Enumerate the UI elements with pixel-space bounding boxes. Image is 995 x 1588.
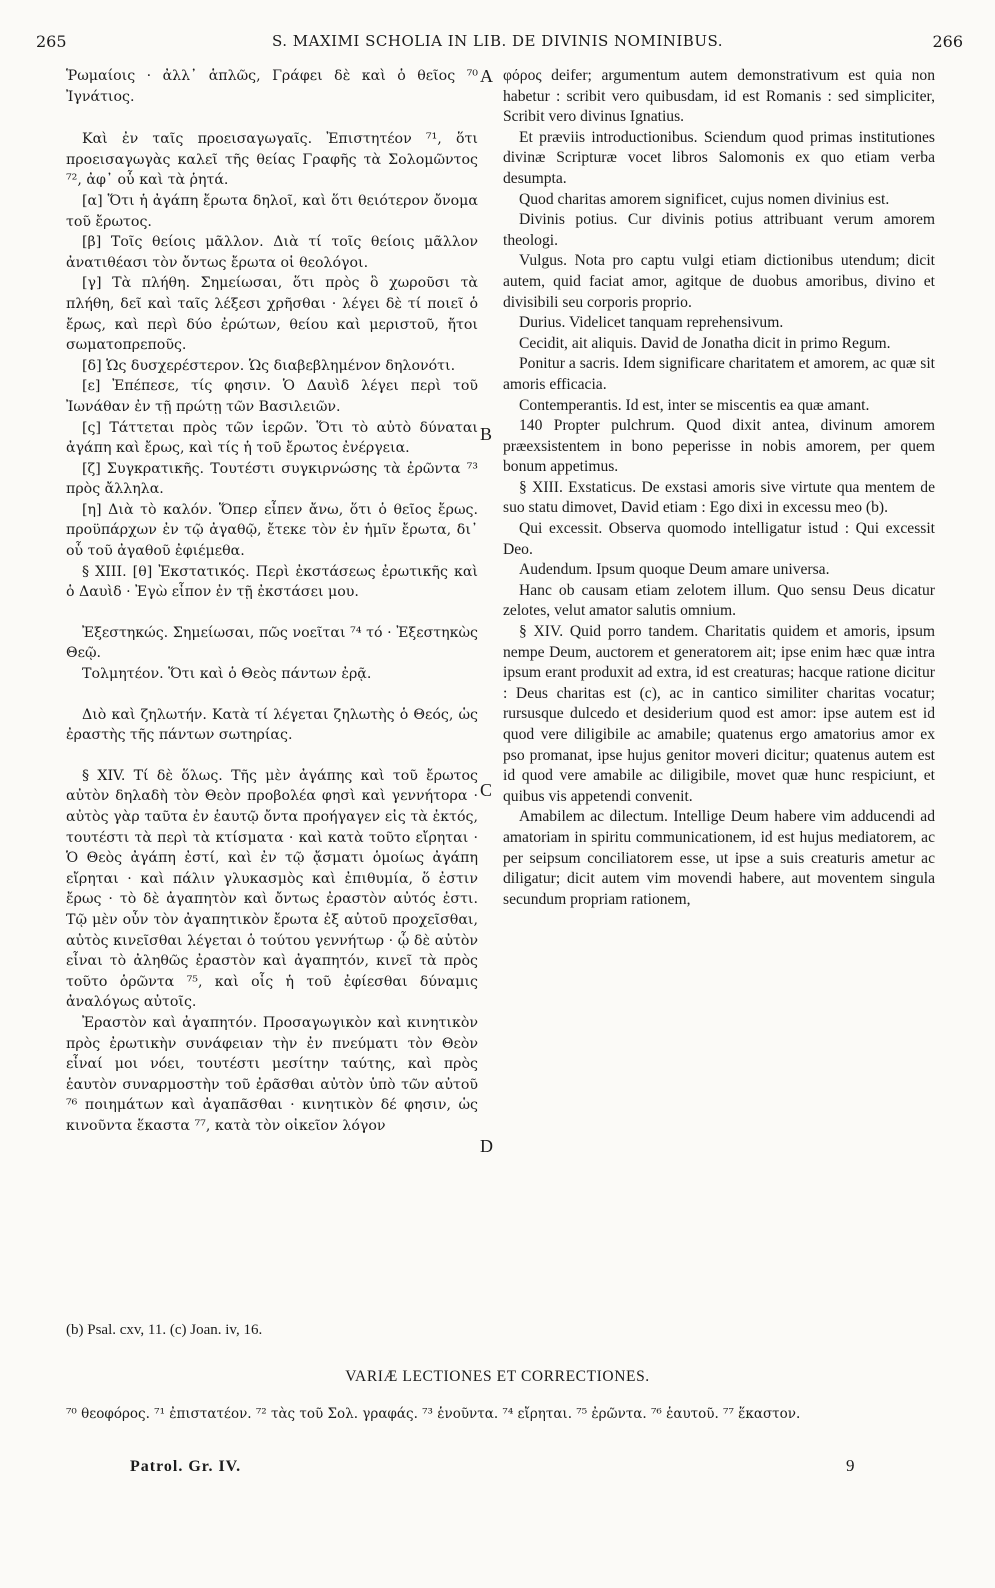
greek-paragraph: Διὸ καὶ ζηλωτήν. Κατὰ τί λέγεται ζηλωτὴς ὁ Θεός, ὡς ἐραστὴς τῆς πάντων σωτηρίας.	[66, 706, 478, 744]
latin-paragraph: § XIV. Quid porro tandem. Charitatis quidem et amoris, ipsum nempe Deum, auctorem et generatorem ait; ipse enim hæc quæ intra ipsum erant produxit ad extra, id est creaturas; hacque ratione dicitur : Deus charitas est (c), ac in cantico similiter charitas vocatur; rursusque dulcedo et desiderium quod est amor: ipse autem est id quod vere diligibile ac amabile; quatenus ergo amatorius amor ex pso promanat, ipse hujus genitor moveri dicitur; quatenus autem est id quod vere amabile ac diligibile, movet quæ hunc respiciunt, et quibus vis appetendi convenit.	[503, 623, 935, 805]
margin-marker-d: D	[480, 1136, 493, 1156]
greek-paragraph: Ἐραστὸν καὶ ἀγαπητόν. Προσαγωγικὸν καὶ κινητικὸν πρὸς ἐρωτικὴν συνάφειαν τὴν ἐν πνεύματι τὸν Θεὸν εἶναί μοι νόει, τουτέστι μεσίτην ταύτης, καὶ πρὸς ἑαυτὸν συναρμοστὴν τοῦ ἐρᾶσθαι αὐτὸν ὑπὸ τῶν αὐτοῦ ⁷⁶ ποιημάτων καὶ ἀγαπᾶσθαι · κινητικὸν δέ φησιν, ὡς κινοῦντα ἕκαστα ⁷⁷, κατὰ τὸν οἰκεῖον λόγον	[66, 1014, 478, 1134]
greek-paragraph: [ς] Τάττεται πρὸς τῶν ἱερῶν. Ὅτι τὸ αὐτὸ δύναται ἀγάπη καὶ ἔρως, καὶ τίς ἡ τοῦ ἔρωτος ἐνέργεια.	[66, 419, 478, 457]
latin-paragraph: Divinis potius. Cur divinis potius attribuant verum amorem theologi.	[503, 211, 935, 249]
latin-column	[503, 66, 935, 910]
latin-paragraph: Audendum. Ipsum quoque Deum amare universa.	[519, 561, 830, 579]
greek-paragraph: [α] Ὅτι ἡ ἀγάπη ἔρωτα δηλοῖ, καὶ ὅτι θειότερον ὄνομα τοῦ ἔρωτος.	[66, 192, 478, 230]
greek-paragraph: [β] Τοῖς θείοις μᾶλλον. Διὰ τί τοῖς θείοις μᾶλλον ἀνατιθέασι τὸν ὄντως ἔρωτα οἱ θεολόγοι.	[66, 234, 478, 271]
latin-paragraph: Cecidit, ait aliquis. David de Jonatha dicit in primo Regum.	[519, 334, 891, 352]
greek-paragraph: Τολμητέον. Ὅτι καὶ ὁ Θεὸς πάντων ἐρᾷ.	[82, 666, 372, 683]
latin-paragraph: § XIII. Exstaticus. De exstasi amoris sive virtute qua mentem de suo statu dimovet, David etiam : Ego dixi in excessu meo (b).	[503, 478, 935, 517]
footnotes: (b) Psal. cxv, 11. (c) Joan. iv, 16.	[66, 1322, 263, 1338]
greek-column	[66, 66, 478, 1137]
variae-lectiones-title: VARIÆ LECTIONES ET CORRECTIONES.	[345, 1368, 650, 1385]
latin-paragraph: Vulgus. Nota pro captu vulgi etiam dictionibus utendum; dicit autem, quid faciat amor, agitque de duobus amoribus, divino et divisibili seu corporis proprio.	[503, 252, 935, 311]
page-number-left: 265	[36, 32, 67, 51]
variae-lectiones-text: ⁷⁰ θεοφόρος. ⁷¹ ἐπιστατέον. ⁷² τὰς τοῦ Σολ. γραφάς. ⁷³ ἑνοῦντα. ⁷⁴ εἴρηται. ⁷⁵ ἐρῶντα. ⁷⁶ ἑαυτοῦ. ⁷⁷ ἕκαστον.	[66, 1406, 801, 1422]
greek-paragraph: Ἐξεστηκώς. Σημείωσαι, πῶς νοεῖται ⁷⁴ τό · Ἐξεστηκὼς Θεῷ.	[66, 624, 478, 662]
latin-paragraph: Amabilem ac dilectum. Intellige Deum habere vim adducendi ad amatoriam in spiritu communicationem, id est hujus mediatorem, ac per seipsum conciliatorem esse, ut ipse a suis creaturis ametur ac diligatur; dicit autem vim movendi habere, aut moventem singula secundum propriam rationem,	[503, 808, 935, 908]
greek-paragraph: [η] Διὰ τὸ καλόν. Ὅπερ εἶπεν ἄνω, ὅτι ὁ θεῖος ἔρως. προϋπάρχων ἐν τῷ ἀγαθῷ, ἔτεκε τὸν ἐν ἡμῖν ἔρωτα, δι᾽ οὗ τοῦ ἀγαθοῦ ἐφιέμεθα.	[66, 501, 478, 560]
latin-paragraph: Et præviis introductionibus. Sciendum quod primas institutiones divinæ Scripturæ vocet libros Salomonis ex quo etiam verba desumpta.	[503, 128, 935, 187]
greek-paragraph: Ῥωμαίοις · ἀλλ᾽ ἁπλῶς, Γράφει δὲ καὶ ὁ θεῖος ⁷⁰ Ἰγνάτιος.	[66, 68, 478, 105]
sheet-number: 9	[846, 1456, 855, 1475]
signature-mark: Patrol. Gr. IV.	[130, 1458, 242, 1475]
page-number-right: 266	[932, 32, 963, 51]
margin-marker-b: B	[480, 424, 493, 444]
latin-paragraph: Qui excessit. Observa quomodo intelligatur istud : Qui excessit Deo.	[503, 520, 935, 558]
latin-paragraph: Ponitur a sacris. Idem significare charitatem et amorem, ac quæ sit amoris efficacia.	[503, 355, 935, 393]
latin-paragraph: Durius. Videlicet tanquam reprehensivum.	[519, 314, 784, 332]
latin-paragraph: φόρος deifer; argumentum autem demonstrativum est quia non habetur : scribit vero quibusdam, id est Romanis : sed simpliciter, Scribit vero divinus Ignatius.	[503, 67, 935, 126]
margin-marker-a: A	[480, 66, 493, 86]
latin-paragraph: 140 Propter pulchrum. Quod dixit antea, divinum amorem præexsistentem in bono peperisse in nobis amorem, per quem bonum appetimus.	[503, 417, 935, 476]
greek-paragraph: [δ] Ὡς δυσχερέστερον. Ὡς διαβεβλημένον δηλονότι.	[82, 357, 456, 374]
greek-paragraph: Καὶ ἐν ταῖς προεισαγωγαῖς. Ἐπιστητέον ⁷¹, ὅτι προεισαγωγὰς καλεῖ τῆς θείας Γραφῆς τὰ Σολομῶντος ⁷², ἀφ᾽ οὗ καὶ τὰ ῥητά.	[66, 131, 478, 189]
greek-paragraph: [ε] Ἐπέπεσε, τίς φησιν. Ὁ Δαυὶδ λέγει περὶ τοῦ Ἰωνάθαν ἐν τῇ πρώτῃ τῶν Βασιλειῶν.	[66, 378, 478, 415]
latin-paragraph: Hanc ob causam etiam zelotem illum. Quo sensu Deus dicatur zelotes, velut amator salutis omnium.	[503, 581, 935, 620]
greek-paragraph: § XIV. Τί δὲ ὅλως. Τῆς μὲν ἀγάπης καὶ τοῦ ἔρωτος αὐτὸν δηλαδὴ τὸν Θεὸν προβολέα φησὶ καὶ γεννήτορα · αὐτὸς γὰρ ταῦτα ἐν ἑαυτῷ ὄντα προήγαγεν εἰς τὰ ἐκτός, τουτέστι τὰ περὶ τὰ κτίσματα · καὶ κατὰ τοῦτο εἴρηται · Ὁ Θεὸς ἀγάπη ἐστί, καὶ ἐν τῷ ᾄσματι ὁμοίως ἀγάπη εἴρηται · καὶ πάλιν γλυκασμὸς καὶ ἐπιθυμία, ὅ ἐστιν ἔρως · τὸ δὲ ἀγαπητὸν καὶ ὄντως ἐραστὸν αὐτός ἐστι. Τῷ μὲν οὖν τὸν ἀγαπητικὸν ἔρωτα ἐξ αὐτοῦ προχεῖσθαι, αὐτὸς κινεῖσθαι λέγεται ὁ τούτου γεννήτωρ · ᾧ δὲ αὐτὸν εἶναι τὸ ἀληθῶς ἐραστὸν καὶ ἀγαπητόν, κινεῖ τὰ πρὸς τοῦτο ὁρῶντα ⁷⁵, καὶ οἷς ἡ τοῦ ἐφίεσθαι δύναμις ἀναλόγως αὐτοῖς.	[66, 767, 478, 1011]
greek-paragraph: [ζ] Συγκρατικῆς. Τουτέστι συγκιρνώσης τὰ ἐρῶντα ⁷³ πρὸς ἄλληλα.	[66, 460, 478, 498]
margin-marker-c: C	[480, 780, 493, 800]
latin-paragraph: Quod charitas amorem significet, cujus nomen divinius est.	[519, 190, 890, 208]
running-title: S. MAXIMI SCHOLIA IN LIB. DE DIVINIS NOMINIBUS.	[272, 32, 723, 50]
greek-paragraph: [γ] Τὰ πλήθη. Σημείωσαι, ὅτι πρὸς ὃ χωροῦσι τὰ πλήθη, δεῖ καὶ ταῖς λέξεσι χρῆσθαι · λέγει δὲ τί ποιεῖ ὁ ἔρως, καὶ περὶ δύο ἐρώτων, θείου καὶ μεριστοῦ, ἤτοι σωματοπρεποῦς.	[66, 275, 478, 354]
latin-paragraph: Contemperantis. Id est, inter se miscentis ea quæ amant.	[519, 396, 870, 414]
page-header	[0, 32, 995, 58]
greek-paragraph: § XIII. [θ] Ἐκστατικός. Περὶ ἐκστάσεως ἐρωτικῆς καὶ ὁ Δαυὶδ · Ἐγὼ εἶπον ἐν τῇ ἐκστάσει μου.	[66, 563, 478, 601]
